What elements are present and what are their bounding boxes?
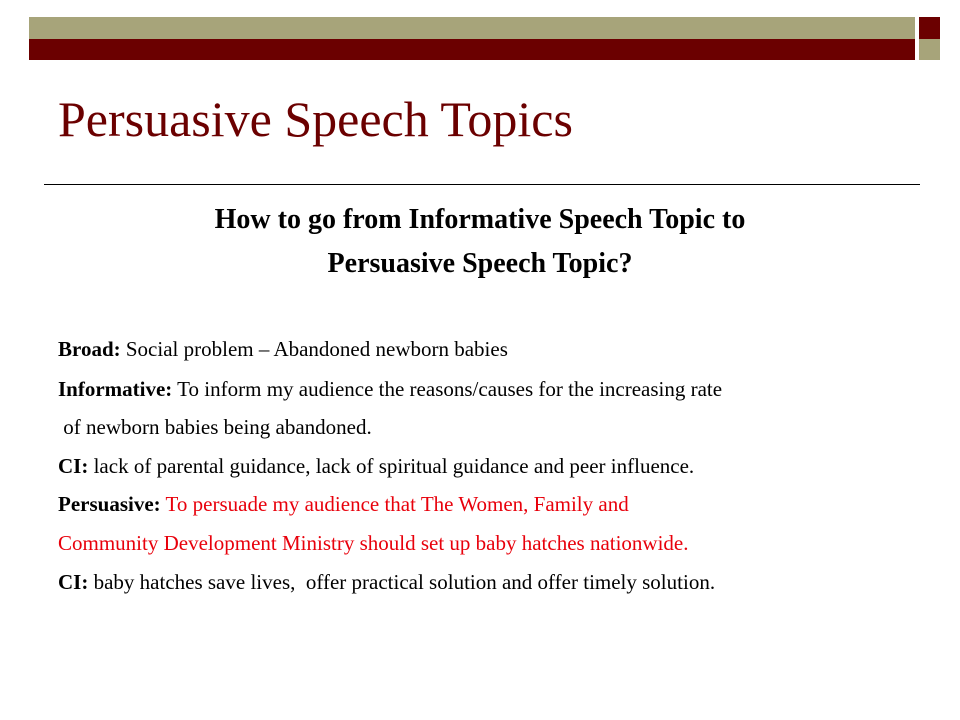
subtitle-line-1: How to go from Informative Speech Topic to — [214, 204, 746, 235]
header-bar-olive — [29, 17, 915, 39]
slide-title: Persuasive Speech Topics — [58, 91, 573, 147]
title-divider — [44, 184, 920, 185]
persuasive-text: To persuade my audience that The Women, Family and — [160, 492, 629, 516]
informative-text: To inform my audience the reasons/causes for the increasing rate — [172, 377, 723, 401]
subtitle-line-2: Persuasive Speech Topic? — [327, 248, 633, 279]
broad-line — [58, 334, 938, 364]
header-bar-red — [29, 39, 915, 60]
header-square-red — [919, 17, 940, 39]
ci-label-1: CI: — [58, 454, 89, 478]
informative-continuation: of newborn babies being abandoned. — [58, 415, 372, 439]
informative-label: Informative: — [58, 377, 173, 401]
broad-label: Broad: — [58, 337, 121, 361]
persuasive-label: Persuasive: — [58, 492, 161, 516]
broad-text: Social problem – Abandoned newborn babies — [120, 337, 508, 361]
slide-subtitle — [80, 198, 880, 286]
ci-text-1: lack of parental guidance, lack of spiritual guidance and peer influence. — [88, 454, 695, 478]
header-square-olive — [919, 39, 940, 60]
ci-line-1 — [58, 451, 938, 481]
persuasive-continuation: Community Development Ministry should set up baby hatches nationwide. — [58, 531, 689, 555]
persuasive-line — [58, 489, 938, 519]
ci-label-2: CI: — [58, 570, 89, 594]
ci-text-2: baby hatches save lives, offer practical solution and offer timely solution. — [88, 570, 716, 594]
informative-line — [58, 374, 938, 404]
ci-line-2 — [58, 567, 938, 597]
